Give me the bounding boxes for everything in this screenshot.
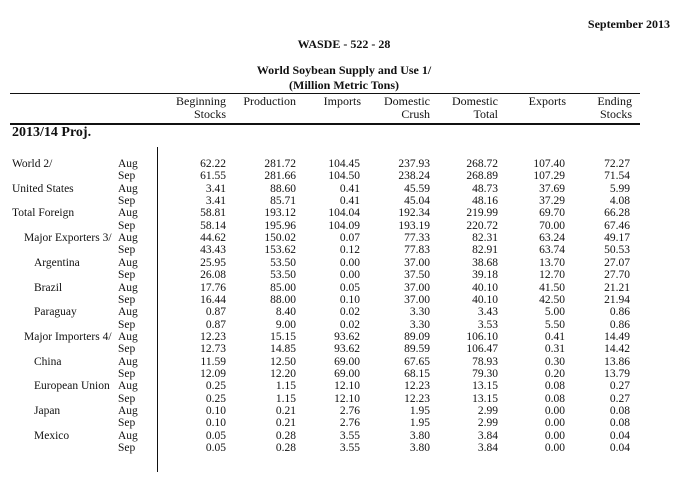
table-cell: 66.28 [604, 207, 630, 220]
column-header-line2: Crush [401, 107, 430, 121]
table-cell: 104.45 [328, 158, 360, 170]
table-cell: 78.93 [472, 355, 498, 368]
table-cell: 14.49 [604, 330, 630, 343]
table-cell: 37.00 [404, 281, 430, 294]
column-header [243, 95, 296, 108]
row-month: Sep [118, 417, 136, 430]
row-month: Sep [118, 318, 136, 331]
table-cell: 3.84 [477, 442, 498, 455]
table-cell: 0.05 [205, 429, 226, 442]
table-cell: 42.50 [539, 293, 565, 306]
row-label: Total Foreign [12, 207, 75, 220]
table-cell: 68.15 [404, 367, 430, 380]
row-label: United States [12, 182, 74, 195]
row-month: Aug [118, 355, 138, 368]
row-label: Major Exporters 3/ [24, 232, 112, 245]
table-cell: 0.00 [544, 405, 565, 417]
table-cell: 0.07 [339, 232, 360, 245]
table-cell: 219.99 [466, 207, 498, 220]
row-month: Sep [118, 219, 136, 232]
table-cell: 38.68 [472, 256, 498, 269]
table-cell: 1.15 [275, 380, 296, 393]
table-cell: 77.33 [404, 232, 430, 245]
table-cell: 3.41 [205, 195, 226, 208]
table-cell: 4.08 [609, 195, 630, 208]
row-month: Sep [118, 244, 136, 257]
table-cell: 0.87 [205, 306, 226, 319]
table-cell: 238.24 [398, 170, 430, 183]
table-cell: 40.10 [472, 281, 498, 294]
table-title [0, 63, 688, 93]
table-cell: 3.55 [339, 429, 360, 442]
table-cell: 12.23 [404, 392, 430, 405]
table-cell: 9.00 [275, 318, 296, 331]
table-cell: 58.14 [200, 219, 226, 232]
table-cell: 12.09 [200, 367, 226, 380]
table-cell: 2.76 [339, 417, 360, 430]
table-cell: 45.59 [404, 182, 430, 195]
table-cell: 0.00 [544, 429, 565, 442]
table-cell: 53.50 [270, 256, 296, 269]
table-cell: 0.04 [609, 429, 630, 442]
table-cell: 0.10 [205, 405, 226, 417]
column-header-line2: Stocks [599, 107, 632, 121]
table-cell: 0.31 [544, 343, 565, 356]
table-cell: 0.25 [205, 392, 226, 405]
table-cell: 0.12 [339, 244, 360, 257]
row-month: Sep [118, 442, 136, 455]
table-cell: 3.30 [409, 306, 430, 319]
table-cell: 14.85 [270, 343, 296, 356]
table-cell: 0.08 [609, 405, 630, 417]
header-rule [10, 123, 640, 125]
table-cell: 2.99 [477, 405, 498, 417]
table-cell: 0.02 [339, 318, 360, 331]
row-label: Mexico [34, 429, 70, 442]
table-cell: 0.28 [275, 442, 296, 455]
table-cell: 0.86 [609, 306, 630, 319]
table-cell: 88.60 [270, 182, 296, 195]
table-cell: 58.81 [200, 207, 226, 220]
table-cell: 93.62 [334, 330, 360, 343]
row-month: Sep [118, 269, 136, 282]
table-cell: 70.00 [539, 219, 565, 232]
table-cell: 43.43 [200, 244, 226, 257]
table-cell: 13.79 [604, 367, 630, 380]
column-header-line1: Domestic [452, 94, 498, 108]
table-cell: 0.10 [339, 293, 360, 306]
table-cell: 44.62 [200, 232, 226, 245]
table-cell: 89.09 [404, 330, 430, 343]
row-month: Sep [118, 293, 136, 306]
table-cell: 12.23 [404, 380, 430, 393]
table-cell: 3.84 [477, 429, 498, 442]
table-cell: 85.71 [270, 195, 296, 208]
table-cell: 53.50 [270, 269, 296, 282]
table-cell: 0.86 [609, 318, 630, 331]
column-header-line1: Exports [528, 94, 566, 108]
table-cell: 67.65 [404, 355, 430, 368]
table-title-units: (Million Metric Tons) [289, 78, 399, 92]
table-cell: 107.40 [533, 158, 565, 170]
table-cell: 12.23 [200, 330, 226, 343]
table-cell: 0.27 [609, 392, 630, 405]
table-cell: 104.50 [328, 170, 360, 183]
table-cell: 27.07 [604, 256, 630, 269]
table-cell: 62.22 [200, 158, 226, 170]
column-header-line1: Domestic [384, 94, 430, 108]
table-cell: 153.62 [264, 244, 296, 257]
column-headers [0, 95, 688, 125]
table-cell: 0.21 [275, 405, 296, 417]
table-cell: 63.74 [539, 244, 565, 257]
row-month: Sep [118, 392, 136, 405]
column-header-line1: Imports [323, 94, 361, 108]
table-cell: 27.70 [604, 269, 630, 282]
table-cell: 37.29 [539, 195, 565, 208]
table-cell: 0.05 [205, 442, 226, 455]
column-header [597, 95, 632, 121]
table-cell: 0.00 [544, 417, 565, 430]
table-cell: 106.47 [466, 343, 498, 356]
table-cell: 69.00 [334, 355, 360, 368]
table-cell: 21.94 [604, 293, 630, 306]
row-label: World 2/ [12, 158, 53, 170]
table-cell: 48.16 [472, 195, 498, 208]
table-cell: 37.69 [539, 182, 565, 195]
row-label: European Union [34, 380, 110, 393]
table-cell: 0.28 [275, 429, 296, 442]
table-cell: 13.86 [604, 355, 630, 368]
table-cell: 268.72 [466, 158, 498, 170]
table-cell: 8.40 [275, 306, 296, 319]
table-cell: 12.10 [334, 392, 360, 405]
table-cell: 281.72 [264, 158, 296, 170]
table-cell: 2.99 [477, 417, 498, 430]
table-cell: 3.30 [409, 318, 430, 331]
table-cell: 1.95 [409, 417, 430, 430]
table-cell: 89.59 [404, 343, 430, 356]
table-cell: 85.00 [270, 281, 296, 294]
column-header-line1: Production [243, 94, 296, 108]
table-cell: 3.55 [339, 442, 360, 455]
table-cell: 0.87 [205, 318, 226, 331]
table-cell: 0.02 [339, 306, 360, 319]
table-cell: 67.46 [604, 219, 630, 232]
row-month: Sep [118, 170, 136, 183]
column-header-line1: Ending [597, 94, 632, 108]
table-cell: 12.10 [334, 380, 360, 393]
table-cell: 0.27 [609, 380, 630, 393]
table-cell: 26.08 [200, 269, 226, 282]
column-header-line2: Stocks [193, 107, 226, 121]
table-cell: 0.41 [339, 195, 360, 208]
table-cell: 5.50 [544, 318, 565, 331]
table-cell: 3.53 [477, 318, 498, 331]
column-header-line2: Total [473, 107, 498, 121]
table-cell: 25.95 [200, 256, 226, 269]
table-cell: 12.73 [200, 343, 226, 356]
table-cell: 193.19 [398, 219, 430, 232]
table-cell: 12.20 [270, 367, 296, 380]
table-title-line1: World Soybean Supply and Use 1/ [256, 63, 432, 77]
table-cell: 88.00 [270, 293, 296, 306]
table-cell: 61.55 [200, 170, 226, 183]
row-month: Aug [118, 380, 138, 393]
row-label: Major Importers 4/ [24, 330, 112, 343]
table-cell: 106.10 [466, 330, 498, 343]
table-cell: 237.93 [398, 158, 430, 170]
table-cell: 37.50 [404, 269, 430, 282]
row-month: Aug [118, 330, 138, 343]
table-cell: 104.09 [328, 219, 360, 232]
report-date: September 2013 [587, 17, 670, 31]
table-cell: 45.04 [404, 195, 430, 208]
table-cell: 3.80 [409, 442, 430, 455]
table-cell: 104.04 [328, 207, 360, 220]
table-cell: 40.10 [472, 293, 498, 306]
table-cell: 3.80 [409, 429, 430, 442]
table-cell: 63.24 [539, 232, 565, 245]
table-cell: 37.00 [404, 256, 430, 269]
table-cell: 220.72 [466, 219, 498, 232]
row-month: Sep [118, 343, 136, 356]
table-cell: 0.21 [275, 417, 296, 430]
table-cell: 0.00 [339, 269, 360, 282]
table-cell: 107.29 [533, 170, 565, 183]
table-cell: 14.42 [604, 343, 630, 356]
table-cell: 17.76 [200, 281, 226, 294]
row-label: Paraguay [34, 306, 77, 319]
table-cell: 0.08 [544, 380, 565, 393]
column-header [176, 95, 226, 121]
table-cell: 11.59 [200, 355, 226, 368]
table-cell: 15.15 [270, 330, 296, 343]
table-cell: 1.15 [275, 392, 296, 405]
table-cell: 48.73 [472, 182, 498, 195]
table-cell: 49.17 [604, 232, 630, 245]
table-cell: 82.91 [472, 244, 498, 257]
row-month: Sep [118, 367, 136, 380]
table-cell: 0.00 [544, 442, 565, 455]
row-month: Aug [118, 281, 138, 294]
table-cell: 41.50 [539, 281, 565, 294]
row-label: Japan [34, 405, 61, 417]
row-month: Aug [118, 429, 138, 442]
table-cell: 0.04 [609, 442, 630, 455]
table-cell: 12.70 [539, 269, 565, 282]
row-month: Aug [118, 256, 138, 269]
table-cell: 0.41 [339, 182, 360, 195]
table-cell: 0.20 [544, 367, 565, 380]
table-cell: 0.41 [544, 330, 565, 343]
row-label: Brazil [34, 281, 63, 294]
table-cell: 21.21 [604, 281, 630, 294]
table-cell: 0.08 [544, 392, 565, 405]
row-month: Aug [118, 207, 138, 220]
table-cell: 0.05 [339, 281, 360, 294]
column-header [324, 95, 361, 108]
row-month: Aug [118, 182, 138, 195]
table-cell: 77.83 [404, 244, 430, 257]
row-label: China [34, 355, 62, 368]
row-month: Sep [118, 195, 136, 208]
table-cell: 13.70 [539, 256, 565, 269]
row-month: Aug [118, 158, 138, 170]
column-header [452, 95, 498, 121]
table-cell: 5.99 [609, 182, 630, 195]
table-cell: 281.66 [264, 170, 296, 183]
table-cell: 16.44 [200, 293, 226, 306]
table-cell: 150.02 [264, 232, 296, 245]
table-cell: 39.18 [472, 269, 498, 282]
table-cell: 1.95 [409, 405, 430, 417]
table-cell: 13.15 [472, 392, 498, 405]
column-header-line1: Beginning [176, 94, 226, 108]
column-header [384, 95, 430, 121]
table-cell: 12.50 [270, 355, 296, 368]
table-cell: 0.00 [339, 256, 360, 269]
table-cell: 13.15 [472, 380, 498, 393]
table-cell: 69.70 [539, 207, 565, 220]
row-month: Aug [118, 405, 138, 417]
table-cell: 82.31 [472, 232, 498, 245]
table-cell: 0.25 [205, 380, 226, 393]
row-month: Aug [118, 306, 138, 319]
table-cell: 79.30 [472, 367, 498, 380]
table-cell: 69.00 [334, 367, 360, 380]
column-divider [157, 147, 158, 472]
table-cell: 268.89 [466, 170, 498, 183]
row-month: Aug [118, 232, 138, 245]
table-cell: 3.41 [205, 182, 226, 195]
table-cell: 193.12 [264, 207, 296, 220]
table-cell: 37.00 [404, 293, 430, 306]
table-cell: 195.96 [264, 219, 296, 232]
table-cell: 0.08 [609, 417, 630, 430]
report-id: WASDE - 522 - 28 [297, 37, 391, 51]
section-heading: 2013/14 Proj. [12, 125, 92, 140]
table-cell: 72.27 [604, 158, 630, 170]
table-cell: 50.53 [604, 244, 630, 257]
table-cell: 93.62 [334, 343, 360, 356]
table-cell: 0.10 [205, 417, 226, 430]
table-cell: 192.34 [398, 207, 430, 220]
table-cell: 3.43 [477, 306, 498, 319]
table-cell: 2.76 [339, 405, 360, 417]
column-header [529, 95, 566, 108]
table-cell: 71.54 [604, 170, 630, 183]
table-cell: 5.00 [544, 306, 565, 319]
row-label: Argentina [34, 256, 80, 269]
table-cell: 0.30 [544, 355, 565, 368]
